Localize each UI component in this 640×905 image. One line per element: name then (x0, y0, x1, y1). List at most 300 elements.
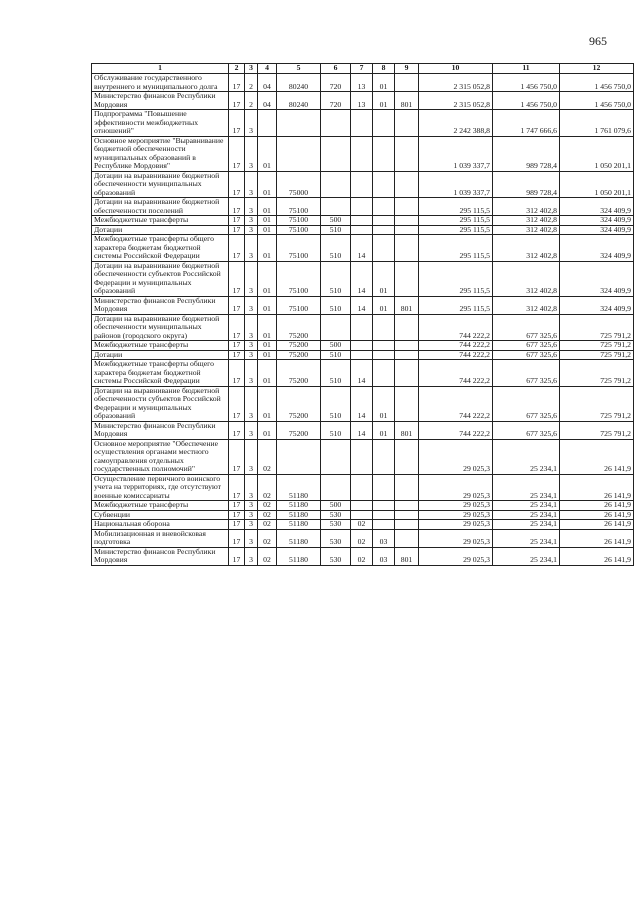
code-cell (395, 529, 419, 547)
code-cell: 75200 (277, 421, 321, 439)
code-cell: 75000 (277, 171, 321, 198)
code-cell: 02 (258, 501, 277, 511)
amount-cell: 26 141,9 (560, 510, 634, 520)
code-cell: 3 (245, 110, 258, 137)
column-header: 11 (493, 64, 560, 74)
code-cell: 500 (321, 501, 351, 511)
code-cell: 530 (321, 547, 351, 565)
table-row (92, 386, 634, 421)
code-cell: 02 (351, 547, 373, 565)
table-header-row (92, 64, 634, 74)
table-row (92, 439, 634, 474)
code-cell: 51180 (277, 474, 321, 501)
code-cell (395, 501, 419, 511)
code-cell (321, 474, 351, 501)
code-cell (258, 110, 277, 137)
code-cell: 01 (373, 261, 395, 296)
code-cell (373, 520, 395, 530)
code-cell: 01 (258, 386, 277, 421)
code-cell: 510 (321, 386, 351, 421)
code-cell: 02 (258, 529, 277, 547)
code-cell: 17 (229, 350, 245, 360)
code-cell: 2 (245, 92, 258, 110)
amount-cell: 725 791,2 (560, 421, 634, 439)
code-cell (373, 198, 395, 216)
code-cell: 3 (245, 421, 258, 439)
amount-cell: 29 025,3 (419, 501, 493, 511)
row-name-cell: Осуществление первичного воинского учета на территориях, где отсутствуют военные комиссариаты (92, 474, 229, 501)
code-cell: 17 (229, 216, 245, 226)
code-cell: 3 (245, 439, 258, 474)
amount-cell: 25 234,1 (493, 529, 560, 547)
table-row (92, 547, 634, 565)
code-cell: 75100 (277, 261, 321, 296)
code-cell: 17 (229, 171, 245, 198)
row-name-cell: Дотации на выравнивание бюджетной обеспеченности муниципальных образований (92, 171, 229, 198)
code-cell: 530 (321, 510, 351, 520)
code-cell: 02 (258, 439, 277, 474)
code-cell: 720 (321, 92, 351, 110)
code-cell (373, 136, 395, 171)
amount-cell: 744 222,2 (419, 341, 493, 351)
amount-cell: 1 456 750,0 (560, 92, 634, 110)
code-cell (395, 136, 419, 171)
amount-cell: 677 325,6 (493, 386, 560, 421)
code-cell: 17 (229, 110, 245, 137)
code-cell: 01 (258, 235, 277, 262)
code-cell: 3 (245, 171, 258, 198)
column-header: 3 (245, 64, 258, 74)
table-row (92, 474, 634, 501)
code-cell (395, 314, 419, 341)
amount-cell: 677 325,6 (493, 314, 560, 341)
amount-cell: 677 325,6 (493, 341, 560, 351)
amount-cell: 295 115,5 (419, 296, 493, 314)
code-cell: 3 (245, 520, 258, 530)
code-cell: 801 (395, 547, 419, 565)
code-cell: 14 (351, 421, 373, 439)
code-cell: 17 (229, 386, 245, 421)
code-cell (321, 198, 351, 216)
code-cell: 51180 (277, 510, 321, 520)
code-cell: 01 (258, 421, 277, 439)
code-cell: 510 (321, 261, 351, 296)
row-name-cell: Дотации на выравнивание бюджетной обеспеченности муниципальных районов (городского округа) (92, 314, 229, 341)
code-cell: 01 (258, 216, 277, 226)
code-cell: 3 (245, 225, 258, 235)
code-cell: 510 (321, 360, 351, 387)
code-cell (395, 261, 419, 296)
code-cell: 02 (258, 510, 277, 520)
table-row (92, 350, 634, 360)
code-cell: 01 (258, 198, 277, 216)
amount-cell: 324 409,9 (560, 296, 634, 314)
code-cell: 510 (321, 225, 351, 235)
table-row (92, 341, 634, 351)
code-cell (277, 439, 321, 474)
amount-cell: 26 141,9 (560, 501, 634, 511)
code-cell: 530 (321, 529, 351, 547)
row-name-cell: Межбюджетные трансферты (92, 501, 229, 511)
amount-cell: 295 115,5 (419, 225, 493, 235)
amount-cell: 324 409,9 (560, 216, 634, 226)
amount-cell: 744 222,2 (419, 350, 493, 360)
table-row (92, 136, 634, 171)
code-cell: 17 (229, 341, 245, 351)
amount-cell: 725 791,2 (560, 341, 634, 351)
code-cell: 01 (258, 350, 277, 360)
code-cell: 500 (321, 341, 351, 351)
column-header: 12 (560, 64, 634, 74)
amount-cell: 744 222,2 (419, 386, 493, 421)
table-row (92, 501, 634, 511)
amount-cell: 2 242 388,8 (419, 110, 493, 137)
code-cell: 3 (245, 198, 258, 216)
column-header: 5 (277, 64, 321, 74)
code-cell (351, 198, 373, 216)
code-cell (395, 110, 419, 137)
code-cell: 02 (258, 520, 277, 530)
code-cell (351, 110, 373, 137)
code-cell: 75100 (277, 216, 321, 226)
amount-cell: 744 222,2 (419, 314, 493, 341)
code-cell (395, 171, 419, 198)
code-cell (373, 510, 395, 520)
code-cell: 14 (351, 261, 373, 296)
code-cell (351, 216, 373, 226)
code-cell: 13 (351, 92, 373, 110)
amount-cell: 29 025,3 (419, 474, 493, 501)
code-cell: 720 (321, 74, 351, 92)
amount-cell: 26 141,9 (560, 474, 634, 501)
row-name-cell: Межбюджетные трансферты (92, 216, 229, 226)
code-cell (373, 235, 395, 262)
code-cell: 01 (258, 136, 277, 171)
code-cell (395, 216, 419, 226)
code-cell: 14 (351, 360, 373, 387)
amount-cell: 1 039 337,7 (419, 136, 493, 171)
amount-cell: 26 141,9 (560, 439, 634, 474)
code-cell: 75200 (277, 386, 321, 421)
code-cell (373, 350, 395, 360)
amount-cell: 324 409,9 (560, 225, 634, 235)
code-cell: 80240 (277, 74, 321, 92)
code-cell: 17 (229, 421, 245, 439)
code-cell: 530 (321, 520, 351, 530)
row-name-cell: Межбюджетные трансферты общего характера бюджетам бюджетной системы Российской Федерации (92, 235, 229, 262)
code-cell (373, 501, 395, 511)
column-header: 8 (373, 64, 395, 74)
code-cell: 02 (351, 520, 373, 530)
amount-cell: 295 115,5 (419, 198, 493, 216)
amount-cell: 312 402,8 (493, 235, 560, 262)
code-cell (373, 360, 395, 387)
amount-cell: 26 141,9 (560, 520, 634, 530)
column-header: 2 (229, 64, 245, 74)
code-cell: 500 (321, 216, 351, 226)
code-cell: 13 (351, 74, 373, 92)
amount-cell: 677 325,6 (493, 421, 560, 439)
row-name-cell: Министерство финансов Республики Мордовия (92, 547, 229, 565)
code-cell: 3 (245, 529, 258, 547)
code-cell (395, 360, 419, 387)
code-cell: 3 (245, 314, 258, 341)
code-cell (351, 474, 373, 501)
code-cell: 02 (351, 529, 373, 547)
amount-cell: 312 402,8 (493, 225, 560, 235)
code-cell: 17 (229, 474, 245, 501)
code-cell: 02 (258, 474, 277, 501)
code-cell: 510 (321, 296, 351, 314)
code-cell: 01 (373, 92, 395, 110)
code-cell (395, 439, 419, 474)
amount-cell: 29 025,3 (419, 510, 493, 520)
budget-table (91, 63, 634, 566)
code-cell: 17 (229, 225, 245, 235)
row-name-cell: Основное мероприятие "Обеспечение осуществления органами местного самоуправления отдельных государственных полномочий" (92, 439, 229, 474)
amount-cell: 312 402,8 (493, 261, 560, 296)
table-row (92, 74, 634, 92)
amount-cell: 26 141,9 (560, 529, 634, 547)
amount-cell: 295 115,5 (419, 216, 493, 226)
table-row (92, 296, 634, 314)
code-cell: 801 (395, 92, 419, 110)
amount-cell: 1 456 750,0 (560, 74, 634, 92)
code-cell (321, 110, 351, 137)
amount-cell: 295 115,5 (419, 261, 493, 296)
code-cell (373, 341, 395, 351)
code-cell (351, 136, 373, 171)
table-row (92, 171, 634, 198)
code-cell: 01 (258, 171, 277, 198)
amount-cell: 29 025,3 (419, 439, 493, 474)
amount-cell: 1 761 079,6 (560, 110, 634, 137)
column-header: 4 (258, 64, 277, 74)
amount-cell: 25 234,1 (493, 520, 560, 530)
row-name-cell: Обслуживание государственного внутреннего и муниципального долга (92, 74, 229, 92)
amount-cell: 324 409,9 (560, 261, 634, 296)
code-cell (395, 386, 419, 421)
code-cell (351, 341, 373, 351)
code-cell (351, 350, 373, 360)
code-cell: 75200 (277, 360, 321, 387)
code-cell: 14 (351, 386, 373, 421)
code-cell (373, 314, 395, 341)
amount-cell: 744 222,2 (419, 360, 493, 387)
code-cell: 01 (258, 360, 277, 387)
code-cell (395, 520, 419, 530)
amount-cell: 2 315 052,8 (419, 74, 493, 92)
code-cell: 75100 (277, 198, 321, 216)
amount-cell: 295 115,5 (419, 235, 493, 262)
amount-cell: 29 025,3 (419, 520, 493, 530)
code-cell: 510 (321, 235, 351, 262)
amount-cell: 677 325,6 (493, 350, 560, 360)
code-cell: 17 (229, 74, 245, 92)
amount-cell: 312 402,8 (493, 216, 560, 226)
code-cell: 3 (245, 296, 258, 314)
code-cell: 01 (373, 421, 395, 439)
table-row (92, 421, 634, 439)
code-cell (395, 341, 419, 351)
code-cell: 17 (229, 136, 245, 171)
code-cell: 17 (229, 261, 245, 296)
code-cell: 75100 (277, 296, 321, 314)
code-cell (373, 110, 395, 137)
code-cell (395, 74, 419, 92)
amount-cell: 25 234,1 (493, 510, 560, 520)
row-name-cell: Министерство финансов Республики Мордовия (92, 421, 229, 439)
code-cell: 17 (229, 520, 245, 530)
row-name-cell: Дотации на выравнивание бюджетной обеспеченности субъектов Российской Федерации и муниципальных образований (92, 261, 229, 296)
code-cell (373, 216, 395, 226)
code-cell: 75200 (277, 350, 321, 360)
code-cell: 3 (245, 235, 258, 262)
row-name-cell: Мобилизационная и вневойсковая подготовка (92, 529, 229, 547)
code-cell (395, 198, 419, 216)
code-cell: 3 (245, 350, 258, 360)
code-cell: 03 (373, 529, 395, 547)
code-cell: 01 (258, 296, 277, 314)
amount-cell: 989 728,4 (493, 171, 560, 198)
code-cell (351, 314, 373, 341)
row-name-cell: Межбюджетные трансферты общего характера бюджетам бюджетной системы Российской Федерации (92, 360, 229, 387)
code-cell (395, 235, 419, 262)
code-cell: 801 (395, 296, 419, 314)
row-name-cell: Дотации (92, 225, 229, 235)
table-row (92, 225, 634, 235)
code-cell: 04 (258, 92, 277, 110)
code-cell: 3 (245, 547, 258, 565)
amount-cell: 1 039 337,7 (419, 171, 493, 198)
code-cell: 17 (229, 360, 245, 387)
code-cell: 3 (245, 510, 258, 520)
row-name-cell: Субвенции (92, 510, 229, 520)
code-cell: 01 (373, 386, 395, 421)
code-cell: 3 (245, 501, 258, 511)
code-cell (395, 510, 419, 520)
amount-cell: 725 791,2 (560, 386, 634, 421)
code-cell: 01 (258, 314, 277, 341)
table-row (92, 360, 634, 387)
amount-cell: 1 747 666,6 (493, 110, 560, 137)
row-name-cell: Министерство финансов Республики Мордовия (92, 92, 229, 110)
code-cell (321, 314, 351, 341)
code-cell: 17 (229, 314, 245, 341)
amount-cell: 26 141,9 (560, 547, 634, 565)
code-cell: 01 (258, 341, 277, 351)
code-cell: 75100 (277, 225, 321, 235)
code-cell: 17 (229, 198, 245, 216)
amount-cell: 1 050 201,1 (560, 171, 634, 198)
code-cell (277, 110, 321, 137)
code-cell (321, 136, 351, 171)
code-cell: 17 (229, 501, 245, 511)
row-name-cell: Основное мероприятие "Выравнивание бюджетной обеспеченности муниципальных образований в Республике Мордовия" (92, 136, 229, 171)
amount-cell: 29 025,3 (419, 547, 493, 565)
table-row (92, 235, 634, 262)
amount-cell: 725 791,2 (560, 360, 634, 387)
code-cell: 3 (245, 386, 258, 421)
amount-cell: 1 456 750,0 (493, 92, 560, 110)
code-cell: 51180 (277, 520, 321, 530)
row-name-cell: Национальная оборона (92, 520, 229, 530)
code-cell: 51180 (277, 529, 321, 547)
code-cell (321, 171, 351, 198)
code-cell (395, 225, 419, 235)
table-row (92, 314, 634, 341)
row-name-cell: Дотации (92, 350, 229, 360)
code-cell: 2 (245, 74, 258, 92)
amount-cell: 2 315 052,8 (419, 92, 493, 110)
code-cell: 75200 (277, 314, 321, 341)
column-header: 9 (395, 64, 419, 74)
amount-cell: 725 791,2 (560, 350, 634, 360)
amount-cell: 25 234,1 (493, 474, 560, 501)
code-cell: 80240 (277, 92, 321, 110)
amount-cell: 312 402,8 (493, 296, 560, 314)
code-cell: 03 (373, 547, 395, 565)
code-cell: 14 (351, 296, 373, 314)
code-cell: 801 (395, 421, 419, 439)
code-cell: 3 (245, 360, 258, 387)
code-cell: 17 (229, 547, 245, 565)
code-cell (321, 439, 351, 474)
amount-cell: 29 025,3 (419, 529, 493, 547)
table-body (92, 74, 634, 566)
code-cell: 17 (229, 529, 245, 547)
table-row (92, 261, 634, 296)
row-name-cell: Дотации на выравнивание бюджетной обеспеченности поселений (92, 198, 229, 216)
column-header: 7 (351, 64, 373, 74)
code-cell: 75100 (277, 235, 321, 262)
code-cell: 17 (229, 296, 245, 314)
amount-cell: 989 728,4 (493, 136, 560, 171)
code-cell: 51180 (277, 501, 321, 511)
code-cell (351, 510, 373, 520)
code-cell: 3 (245, 474, 258, 501)
code-cell: 510 (321, 421, 351, 439)
amount-cell: 25 234,1 (493, 501, 560, 511)
table-row (92, 92, 634, 110)
row-name-cell: Министерство финансов Республики Мордовия (92, 296, 229, 314)
row-name-cell: Подпрограмма "Повышение эффективности межбюджетных отношений" (92, 110, 229, 137)
row-name-cell: Межбюджетные трансферты (92, 341, 229, 351)
code-cell (351, 225, 373, 235)
code-cell: 51180 (277, 547, 321, 565)
amount-cell: 1 050 201,1 (560, 136, 634, 171)
code-cell (351, 439, 373, 474)
column-header: 1 (92, 64, 229, 74)
table-row (92, 520, 634, 530)
code-cell (373, 439, 395, 474)
code-cell (395, 474, 419, 501)
code-cell: 3 (245, 261, 258, 296)
amount-cell: 725 791,2 (560, 314, 634, 341)
code-cell: 01 (373, 296, 395, 314)
code-cell (277, 136, 321, 171)
code-cell (373, 171, 395, 198)
amount-cell: 324 409,9 (560, 198, 634, 216)
code-cell: 75200 (277, 341, 321, 351)
code-cell (373, 225, 395, 235)
amount-cell: 25 234,1 (493, 547, 560, 565)
code-cell (351, 171, 373, 198)
code-cell: 3 (245, 216, 258, 226)
code-cell: 02 (258, 547, 277, 565)
code-cell: 17 (229, 92, 245, 110)
amount-cell: 324 409,9 (560, 235, 634, 262)
